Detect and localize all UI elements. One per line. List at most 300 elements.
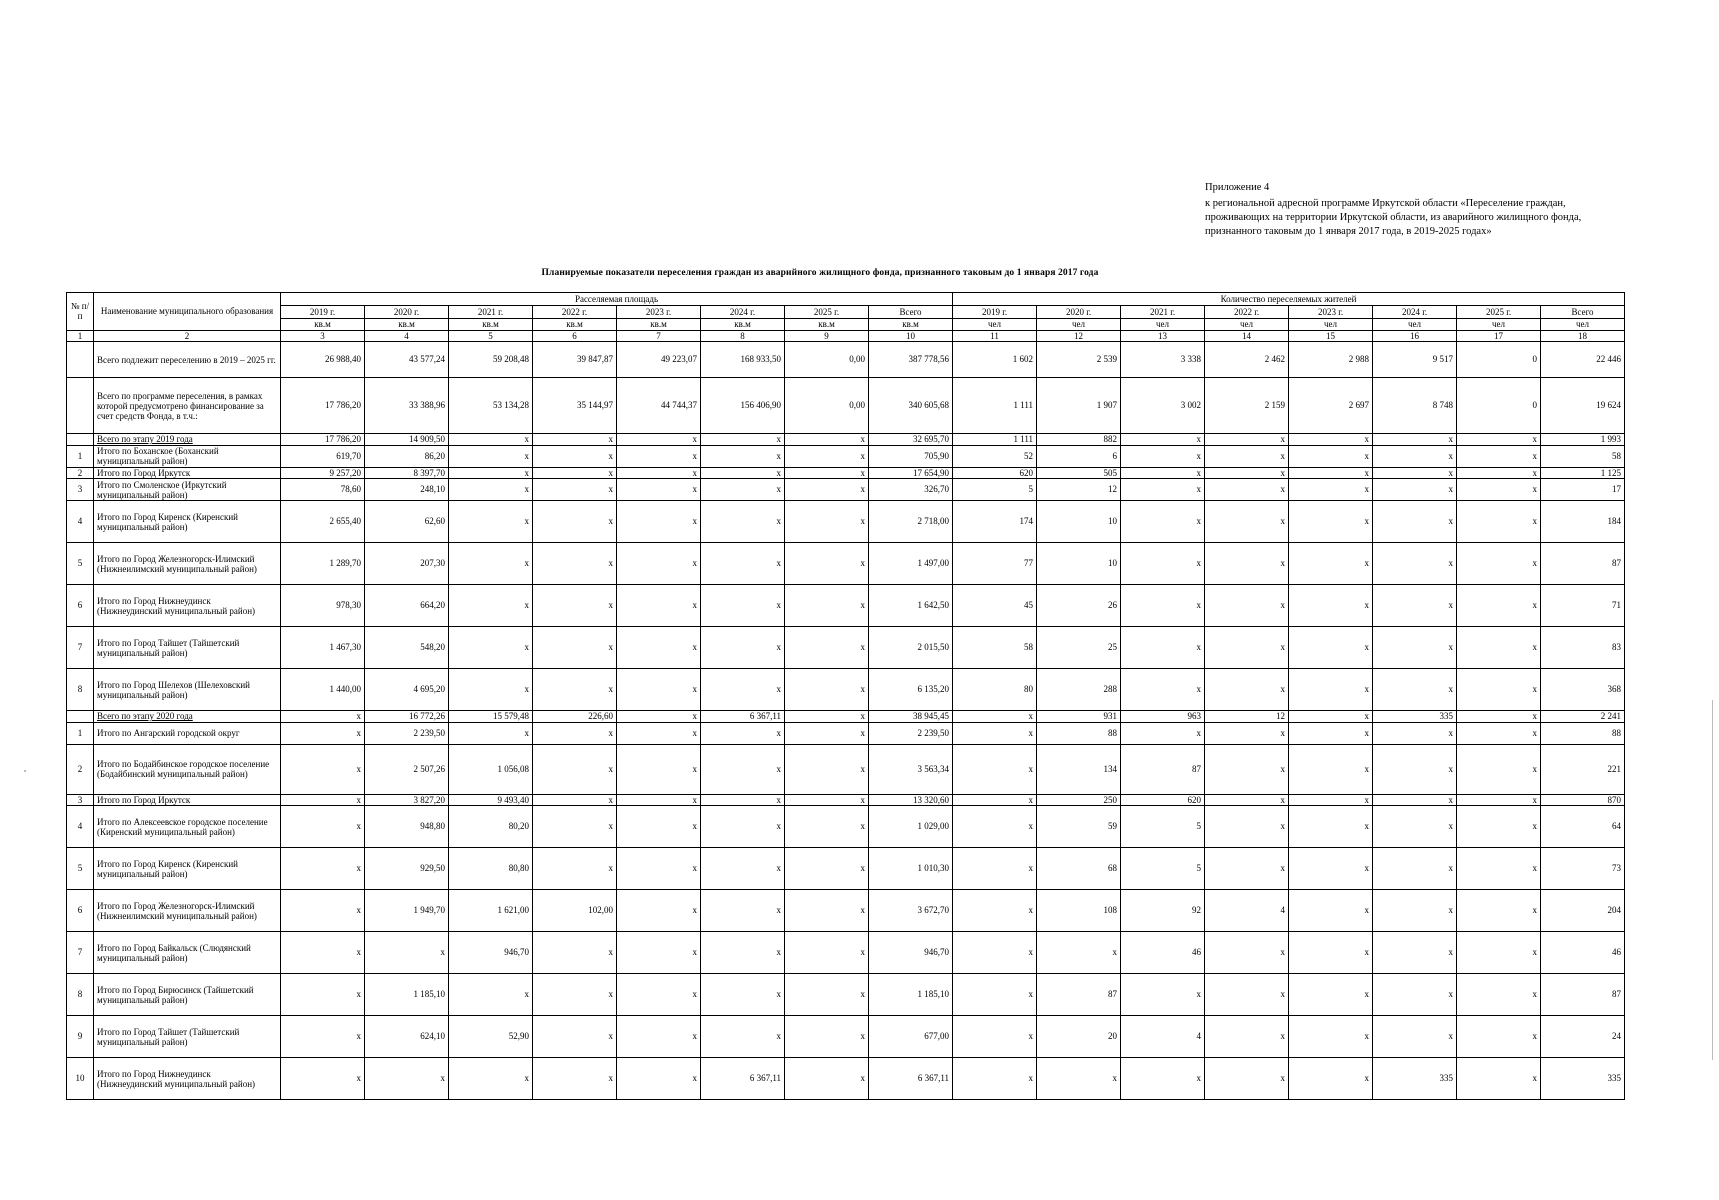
column-number: 1 — [67, 330, 94, 342]
row-number: 4 — [67, 806, 94, 848]
area-year-header: 2024 г. — [701, 306, 785, 319]
area-value-cell: 13 320,60 — [869, 794, 953, 806]
area-value-cell: 44 744,37 — [617, 378, 701, 434]
area-value-cell: x — [701, 890, 785, 932]
area-unit-header: кв.м — [449, 319, 533, 331]
people-value-cell: 46 — [1541, 932, 1625, 974]
area-value-cell: 1 949,70 — [365, 890, 449, 932]
table-row — [67, 445, 1625, 467]
municipality-name: Всего по этапу 2020 года — [94, 711, 281, 723]
people-value-cell: x — [1289, 848, 1373, 890]
area-value-cell: x — [533, 1058, 617, 1100]
people-value-cell: 963 — [1121, 711, 1205, 723]
area-value-cell: x — [785, 501, 869, 543]
header-name: Наименование муниципального образования — [94, 293, 281, 331]
area-value-cell: x — [785, 543, 869, 585]
people-value-cell: 46 — [1121, 932, 1205, 974]
people-value-cell: x — [1289, 794, 1373, 806]
area-value-cell: 1 467,30 — [281, 627, 365, 669]
column-number: 18 — [1541, 330, 1625, 342]
area-value-cell: 3 827,20 — [365, 794, 449, 806]
municipality-name: Итого по Смоленское (Иркутский муниципальный район) — [94, 479, 281, 501]
people-value-cell: 5 — [1121, 806, 1205, 848]
people-value-cell: x — [1373, 794, 1457, 806]
people-value-cell: 335 — [1541, 1058, 1625, 1100]
column-number: 7 — [617, 330, 701, 342]
area-value-cell: x — [533, 543, 617, 585]
area-value-cell: x — [533, 585, 617, 627]
people-unit-header: чел — [1373, 319, 1457, 331]
row-number: 4 — [67, 501, 94, 543]
area-value-cell: 2 239,50 — [365, 722, 449, 744]
row-number: 8 — [67, 669, 94, 711]
municipality-name: Итого по Город Тайшет (Тайшетский муниципальный район) — [94, 627, 281, 669]
people-value-cell: x — [1457, 543, 1541, 585]
area-value-cell: x — [617, 794, 701, 806]
area-value-cell: x — [533, 722, 617, 744]
area-value-cell: x — [449, 627, 533, 669]
people-value-cell: x — [1373, 627, 1457, 669]
area-value-cell: x — [281, 1058, 365, 1100]
area-value-cell: x — [701, 744, 785, 794]
area-value-cell: x — [701, 445, 785, 467]
people-year-header: 2021 г. — [1121, 306, 1205, 319]
people-value-cell: x — [1373, 1016, 1457, 1058]
area-year-header: Всего — [869, 306, 953, 319]
column-number: 16 — [1373, 330, 1457, 342]
area-value-cell: x — [701, 974, 785, 1016]
row-number: 7 — [67, 932, 94, 974]
area-value-cell: 9 493,40 — [449, 794, 533, 806]
people-value-cell: x — [1205, 848, 1289, 890]
area-value-cell: x — [533, 932, 617, 974]
people-value-cell: x — [1289, 722, 1373, 744]
municipality-name: Всего по этапу 2019 года — [94, 434, 281, 446]
people-value-cell: x — [953, 711, 1037, 723]
area-value-cell: x — [617, 467, 701, 479]
people-value-cell: x — [1205, 1058, 1289, 1100]
area-value-cell: x — [533, 479, 617, 501]
people-value-cell: x — [1121, 627, 1205, 669]
area-value-cell: x — [617, 501, 701, 543]
people-value-cell: x — [953, 1016, 1037, 1058]
column-number: 11 — [953, 330, 1037, 342]
area-value-cell: 35 144,97 — [533, 378, 617, 434]
people-value-cell: x — [1205, 479, 1289, 501]
people-value-cell: x — [1289, 627, 1373, 669]
area-value-cell: x — [785, 848, 869, 890]
table-row — [67, 467, 1625, 479]
people-value-cell: x — [1121, 585, 1205, 627]
area-value-cell: 624,10 — [365, 1016, 449, 1058]
people-value-cell: 2 462 — [1205, 342, 1289, 378]
area-value-cell: 1 497,00 — [869, 543, 953, 585]
table-row — [67, 974, 1625, 1016]
row-number: 2 — [67, 744, 94, 794]
area-unit-header: кв.м — [869, 319, 953, 331]
people-value-cell: x — [1373, 501, 1457, 543]
municipality-name: Итого по Город Нижнеудинск (Нижнеудинский муниципальный район) — [94, 1058, 281, 1100]
people-value-cell: x — [1205, 722, 1289, 744]
people-value-cell: 22 446 — [1541, 342, 1625, 378]
column-number: 12 — [1037, 330, 1121, 342]
area-value-cell: 38 945,45 — [869, 711, 953, 723]
people-value-cell: x — [1289, 711, 1373, 723]
area-value-cell: x — [785, 890, 869, 932]
area-value-cell: 1 185,10 — [869, 974, 953, 1016]
area-value-cell: x — [449, 974, 533, 1016]
row-number — [67, 711, 94, 723]
area-value-cell: 0,00 — [785, 342, 869, 378]
row-number — [67, 378, 94, 434]
table-row — [67, 848, 1625, 890]
area-value-cell: x — [785, 445, 869, 467]
area-value-cell: 80,80 — [449, 848, 533, 890]
area-value-cell: 3 672,70 — [869, 890, 953, 932]
people-value-cell: 10 — [1037, 543, 1121, 585]
area-value-cell: 9 257,20 — [281, 467, 365, 479]
row-number: 7 — [67, 627, 94, 669]
area-value-cell: x — [533, 445, 617, 467]
area-value-cell: x — [701, 479, 785, 501]
area-value-cell: x — [617, 890, 701, 932]
area-value-cell: 948,80 — [365, 806, 449, 848]
area-value-cell: 946,70 — [869, 932, 953, 974]
people-value-cell: x — [1373, 434, 1457, 446]
area-value-cell: x — [281, 711, 365, 723]
people-value-cell: x — [1289, 445, 1373, 467]
area-value-cell: x — [617, 722, 701, 744]
people-value-cell: 20 — [1037, 1016, 1121, 1058]
area-value-cell: x — [449, 585, 533, 627]
municipality-name: Итого по Город Киренск (Киренский муниципальный район) — [94, 501, 281, 543]
people-value-cell: x — [1373, 543, 1457, 585]
area-value-cell: x — [533, 669, 617, 711]
area-value-cell: 16 772,26 — [365, 711, 449, 723]
row-number — [67, 342, 94, 378]
people-value-cell: x — [1289, 585, 1373, 627]
area-value-cell: x — [533, 467, 617, 479]
area-value-cell: x — [533, 848, 617, 890]
area-value-cell: x — [701, 467, 785, 479]
header-num: № п/п — [67, 293, 94, 331]
row-number: 5 — [67, 543, 94, 585]
people-value-cell: x — [1289, 501, 1373, 543]
table-row — [67, 669, 1625, 711]
municipality-name: Итого по Город Бирюсинск (Тайшетский муниципальный район) — [94, 974, 281, 1016]
people-year-header: 2025 г. — [1457, 306, 1541, 319]
people-value-cell: x — [1373, 932, 1457, 974]
table-header — [67, 293, 1625, 331]
people-value-cell: 80 — [953, 669, 1037, 711]
people-value-cell: 335 — [1373, 1058, 1457, 1100]
area-value-cell: x — [701, 806, 785, 848]
people-value-cell: 52 — [953, 445, 1037, 467]
municipality-name: Итого по Город Нижнеудинск (Нижнеудинский муниципальный район) — [94, 585, 281, 627]
area-value-cell: 1 010,30 — [869, 848, 953, 890]
area-value-cell: x — [281, 794, 365, 806]
area-value-cell: x — [785, 627, 869, 669]
people-value-cell: x — [1205, 932, 1289, 974]
people-value-cell: x — [1121, 974, 1205, 1016]
people-value-cell: x — [1205, 585, 1289, 627]
people-year-header: 2024 г. — [1373, 306, 1457, 319]
area-value-cell: x — [701, 722, 785, 744]
row-number: 1 — [67, 445, 94, 467]
people-value-cell: x — [1457, 585, 1541, 627]
area-unit-header: кв.м — [533, 319, 617, 331]
table-body — [67, 330, 1625, 1100]
area-value-cell: 1 056,08 — [449, 744, 533, 794]
table-row — [67, 479, 1625, 501]
area-value-cell: 6 367,11 — [701, 1058, 785, 1100]
area-value-cell: x — [785, 585, 869, 627]
column-number: 13 — [1121, 330, 1205, 342]
people-value-cell: x — [1121, 722, 1205, 744]
row-number: 6 — [67, 890, 94, 932]
people-value-cell: 12 — [1037, 479, 1121, 501]
people-value-cell: x — [1457, 806, 1541, 848]
area-value-cell: x — [785, 711, 869, 723]
table-row — [67, 501, 1625, 543]
area-value-cell: 1 029,00 — [869, 806, 953, 848]
people-value-cell: 335 — [1373, 711, 1457, 723]
people-value-cell: 88 — [1541, 722, 1625, 744]
municipality-name: Итого по Город Киренск (Киренский муниципальный район) — [94, 848, 281, 890]
people-unit-header: чел — [1037, 319, 1121, 331]
row-number: 2 — [67, 467, 94, 479]
people-value-cell: x — [1373, 974, 1457, 1016]
area-value-cell: x — [449, 722, 533, 744]
area-value-cell: 340 605,68 — [869, 378, 953, 434]
column-number: 5 — [449, 330, 533, 342]
people-value-cell: 8 748 — [1373, 378, 1457, 434]
area-value-cell: x — [449, 543, 533, 585]
row-number: 1 — [67, 722, 94, 744]
people-value-cell: x — [953, 722, 1037, 744]
area-value-cell: x — [533, 794, 617, 806]
column-number: 6 — [533, 330, 617, 342]
people-value-cell: 1 111 — [953, 378, 1037, 434]
people-value-cell: x — [1373, 744, 1457, 794]
people-value-cell: x — [953, 744, 1037, 794]
area-value-cell: x — [701, 627, 785, 669]
people-value-cell: 174 — [953, 501, 1037, 543]
people-value-cell: 1 907 — [1037, 378, 1121, 434]
area-value-cell: x — [533, 744, 617, 794]
header-people-group: Количество переселяемых жителей — [953, 293, 1625, 306]
people-value-cell: 620 — [953, 467, 1037, 479]
area-value-cell: 0,00 — [785, 378, 869, 434]
people-value-cell: 184 — [1541, 501, 1625, 543]
people-value-cell: 26 — [1037, 585, 1121, 627]
area-value-cell: x — [785, 806, 869, 848]
people-value-cell: 17 — [1541, 479, 1625, 501]
municipality-name: Итого по Город Железногорск-Илимский (Нижнеилимский муниципальный район) — [94, 890, 281, 932]
resettlement-table — [66, 292, 1625, 1100]
people-value-cell: x — [1205, 445, 1289, 467]
people-value-cell: 1 993 — [1541, 434, 1625, 446]
area-value-cell: x — [617, 445, 701, 467]
municipality-name: Итого по Город Иркутск — [94, 794, 281, 806]
people-value-cell: 25 — [1037, 627, 1121, 669]
municipality-name: Всего подлежит переселению в 2019 – 2025 гг. — [94, 342, 281, 378]
table-row — [67, 744, 1625, 794]
people-value-cell: x — [1373, 467, 1457, 479]
people-value-cell: x — [1205, 806, 1289, 848]
people-value-cell: x — [1205, 794, 1289, 806]
people-value-cell: x — [1121, 1058, 1205, 1100]
table-row — [67, 585, 1625, 627]
area-value-cell: x — [533, 806, 617, 848]
area-value-cell: 978,30 — [281, 585, 365, 627]
area-value-cell: x — [281, 806, 365, 848]
people-value-cell: x — [1205, 974, 1289, 1016]
people-value-cell: x — [953, 1058, 1037, 1100]
people-value-cell: 368 — [1541, 669, 1625, 711]
area-value-cell: x — [785, 434, 869, 446]
area-value-cell: 248,10 — [365, 479, 449, 501]
people-value-cell: 19 624 — [1541, 378, 1625, 434]
people-value-cell: 88 — [1037, 722, 1121, 744]
people-year-header: 2020 г. — [1037, 306, 1121, 319]
area-value-cell: 1 642,50 — [869, 585, 953, 627]
people-value-cell: 2 159 — [1205, 378, 1289, 434]
table-row — [67, 342, 1625, 378]
area-value-cell: x — [533, 1016, 617, 1058]
people-value-cell: 870 — [1541, 794, 1625, 806]
area-value-cell: x — [701, 501, 785, 543]
people-value-cell: x — [1289, 974, 1373, 1016]
people-value-cell: x — [1037, 1058, 1121, 1100]
area-value-cell: x — [617, 627, 701, 669]
area-value-cell: 664,20 — [365, 585, 449, 627]
people-value-cell: x — [1457, 794, 1541, 806]
people-value-cell: 620 — [1121, 794, 1205, 806]
area-value-cell: x — [701, 932, 785, 974]
people-value-cell: x — [1373, 585, 1457, 627]
people-value-cell: x — [1121, 467, 1205, 479]
area-value-cell: x — [281, 974, 365, 1016]
area-value-cell: x — [449, 445, 533, 467]
area-value-cell: x — [701, 585, 785, 627]
area-value-cell: 2 655,40 — [281, 501, 365, 543]
people-value-cell: 87 — [1121, 744, 1205, 794]
people-value-cell: 3 338 — [1121, 342, 1205, 378]
area-value-cell: x — [449, 669, 533, 711]
column-number: 15 — [1289, 330, 1373, 342]
people-unit-header: чел — [1289, 319, 1373, 331]
table-row — [67, 1058, 1625, 1100]
people-value-cell: 87 — [1037, 974, 1121, 1016]
people-value-cell: 45 — [953, 585, 1037, 627]
people-value-cell: 92 — [1121, 890, 1205, 932]
area-value-cell: 156 406,90 — [701, 378, 785, 434]
people-value-cell: 5 — [953, 479, 1037, 501]
people-value-cell: 71 — [1541, 585, 1625, 627]
area-value-cell: 3 563,34 — [869, 744, 953, 794]
people-value-cell: x — [1457, 1016, 1541, 1058]
table-row — [67, 722, 1625, 744]
people-unit-header: чел — [953, 319, 1037, 331]
people-value-cell: 0 — [1457, 342, 1541, 378]
people-value-cell: 221 — [1541, 744, 1625, 794]
area-year-header: 2025 г. — [785, 306, 869, 319]
table-row — [67, 794, 1625, 806]
people-value-cell: 4 — [1205, 890, 1289, 932]
area-value-cell: 62,60 — [365, 501, 449, 543]
people-year-header: 2022 г. — [1205, 306, 1289, 319]
area-unit-header: кв.м — [701, 319, 785, 331]
people-value-cell: 0 — [1457, 378, 1541, 434]
area-value-cell: x — [701, 848, 785, 890]
column-number: 9 — [785, 330, 869, 342]
people-year-header: Всего — [1541, 306, 1625, 319]
area-value-cell: x — [533, 627, 617, 669]
column-number: 2 — [94, 330, 281, 342]
people-value-cell: x — [1121, 434, 1205, 446]
table-row — [67, 627, 1625, 669]
people-value-cell: 1 602 — [953, 342, 1037, 378]
area-value-cell: x — [617, 1016, 701, 1058]
area-value-cell: x — [617, 479, 701, 501]
area-value-cell: x — [281, 744, 365, 794]
people-value-cell: 87 — [1541, 543, 1625, 585]
people-value-cell: x — [1205, 543, 1289, 585]
people-value-cell: 73 — [1541, 848, 1625, 890]
people-value-cell: 3 002 — [1121, 378, 1205, 434]
area-value-cell: x — [785, 932, 869, 974]
people-value-cell: 12 — [1205, 711, 1289, 723]
appendix-title: Приложение 4 — [1205, 182, 1270, 193]
people-value-cell: x — [953, 974, 1037, 1016]
area-value-cell: x — [533, 501, 617, 543]
area-year-header: 2019 г. — [281, 306, 365, 319]
area-value-cell: 4 695,20 — [365, 669, 449, 711]
area-value-cell: x — [617, 585, 701, 627]
row-number: 10 — [67, 1058, 94, 1100]
municipality-name: Итого по Бодайбинское городское поселение (Бодайбинский муниципальный район) — [94, 744, 281, 794]
people-value-cell: 108 — [1037, 890, 1121, 932]
people-value-cell: 2 988 — [1289, 342, 1373, 378]
municipality-name: Итого по Ангарский городской округ — [94, 722, 281, 744]
header-area-group: Расселяемая площадь — [281, 293, 953, 306]
column-number: 17 — [1457, 330, 1541, 342]
appendix-text: к региональной адресной программе Иркутской области «Переселение граждан, проживающих на территории Иркутской области, из аварийного жилищного фонда, признанного таковым до 1 января 2017 года, в 2019-2025 годах» — [1205, 198, 1582, 237]
people-value-cell: x — [1121, 543, 1205, 585]
people-value-cell: 64 — [1541, 806, 1625, 848]
people-value-cell: x — [1457, 974, 1541, 1016]
people-value-cell: 882 — [1037, 434, 1121, 446]
people-value-cell: x — [1289, 479, 1373, 501]
area-value-cell: 2 239,50 — [869, 722, 953, 744]
people-value-cell: x — [1457, 467, 1541, 479]
area-value-cell: x — [617, 974, 701, 1016]
table-row — [67, 890, 1625, 932]
area-value-cell: 32 695,70 — [869, 434, 953, 446]
area-value-cell: 53 134,28 — [449, 378, 533, 434]
appendix-note — [1205, 181, 1625, 239]
scan-edge-mark — [1712, 700, 1713, 1060]
area-value-cell: x — [617, 711, 701, 723]
area-value-cell: 86,20 — [365, 445, 449, 467]
area-value-cell: 15 579,48 — [449, 711, 533, 723]
area-value-cell: 17 654,90 — [869, 467, 953, 479]
area-value-cell: x — [617, 806, 701, 848]
table-row — [67, 543, 1625, 585]
municipality-name: Итого по Город Иркутск — [94, 467, 281, 479]
people-value-cell: x — [1457, 890, 1541, 932]
